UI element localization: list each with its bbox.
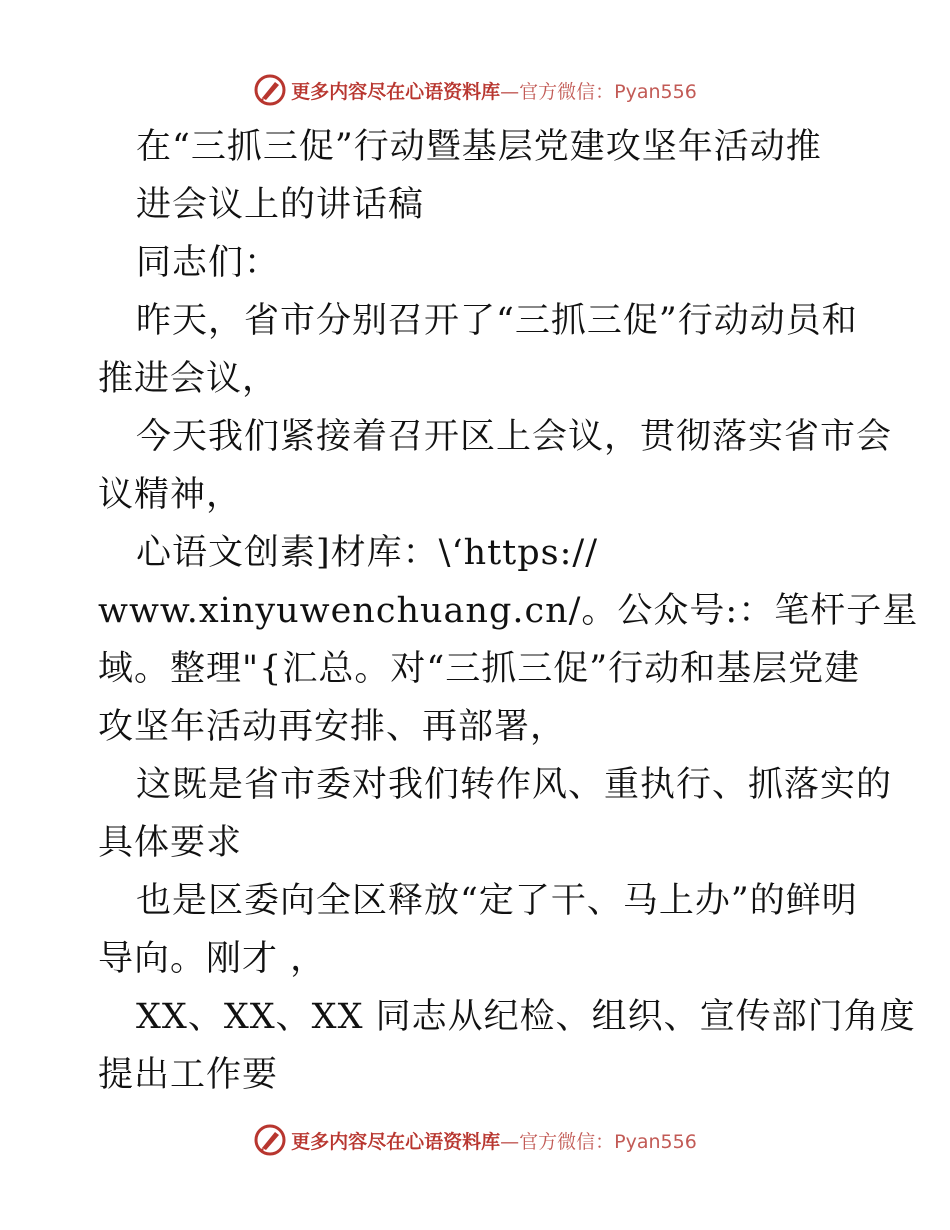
watermark-wechat-text: —官方微信：Pyan556 [500, 80, 697, 103]
watermark-main-text: 更多内容尽在心语资料库 [291, 80, 501, 103]
text-line: 攻坚年活动再安排、再部署， [98, 707, 567, 747]
text-line: 进会议上的讲话稿 [136, 185, 425, 225]
text-line: 推进会议， [98, 359, 279, 399]
text-line: 也是区委向全区释放“定了干、马上办”的鲜明 [136, 881, 858, 921]
quill-pen-logo-icon [253, 73, 287, 107]
text-line: XX、XX、XX 同志从纪检、组织、宣传部门角度 [136, 997, 916, 1037]
quill-pen-logo-icon [253, 1123, 287, 1157]
footer-watermark [0, 1120, 950, 1160]
text-line: 同志们： [136, 243, 281, 283]
text-line: 昨天，省市分别召开了“三抓三促”行动动员和 [136, 301, 858, 341]
text-line: 心语文创素]材库：\‘https:// [136, 533, 598, 573]
text-line: 提出工作要 [98, 1055, 279, 1095]
watermark-content [253, 73, 697, 107]
text-line: www.xinyuwenchuang.cn/。公众号:：笔杆子星 [98, 591, 919, 631]
text-line: 议精神， [98, 475, 243, 515]
text-line: 在“三抓三促”行动暨基层党建攻坚年活动推 [136, 127, 822, 167]
text-line: 导向。刚才 ， [98, 939, 327, 979]
watermark-content [253, 1123, 697, 1157]
header-watermark [0, 70, 950, 110]
text-line: 域。整理"{汇总。对“三抓三促”行动和基层党建 [98, 649, 861, 689]
watermark-wechat-text: —官方微信：Pyan556 [500, 1130, 697, 1153]
text-line: 今天我们紧接着召开区上会议，贯彻落实省市会 [136, 417, 893, 457]
document-body [98, 118, 919, 1104]
watermark-main-text: 更多内容尽在心语资料库 [291, 1130, 501, 1153]
text-line: 这既是省市委对我们转作风、重执行、抓落实的 [136, 765, 893, 805]
text-line: 具体要求 [98, 823, 243, 863]
